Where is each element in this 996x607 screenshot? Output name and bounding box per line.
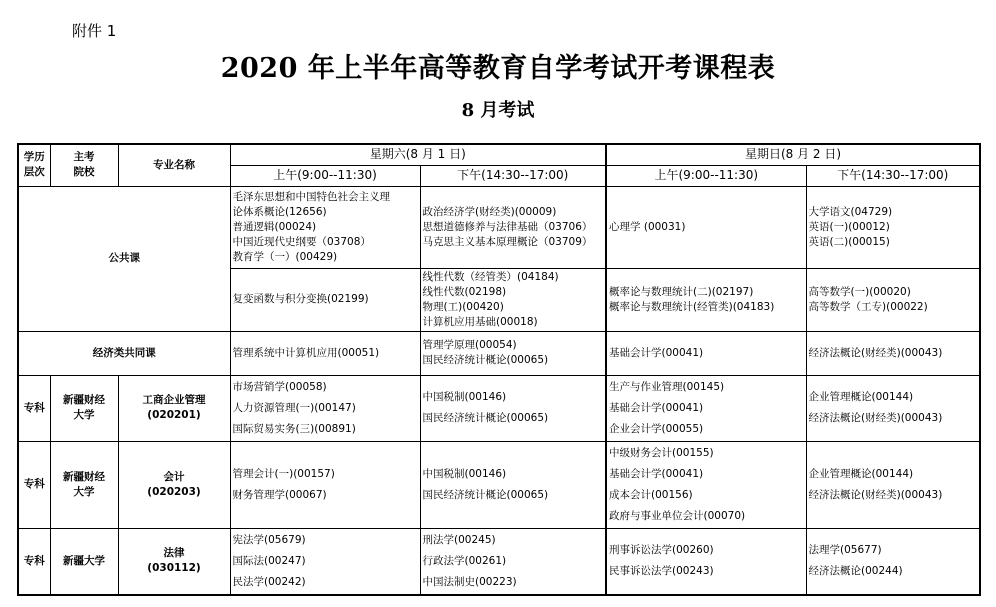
public-row-1	[18, 186, 980, 268]
econ-d1pm: 管理学原理(00054) 国民经济统计概论(00065)	[420, 331, 606, 375]
econ-row	[18, 331, 980, 375]
major-d1am: 管理会计(一)(00157) 财务管理学(00067)	[230, 441, 420, 528]
public-r2-d2pm: 高等数学(一)(00020) 高等数学（工专)(00022)	[806, 268, 980, 331]
major-cell: 法律 (030112)	[118, 528, 230, 595]
major-d1am: 市场营销学(00058) 人力资源管理(一)(00147) 国际贸易实务(三)(00891)	[230, 375, 420, 441]
econ-d2am: 基础会计学(00041)	[606, 331, 806, 375]
header-school: 主考 院校	[50, 144, 118, 186]
public-r1-d1pm: 政治经济学(财经类)(00009) 思想道德修养与法律基础（03706） 马克思主义基本原理概论（03709）	[420, 186, 606, 268]
school-cell: 新疆大学	[50, 528, 118, 595]
major-row	[18, 441, 980, 528]
major-d2pm: 企业管理概论(00144) 经济法概论(财经类)(00043)	[806, 441, 980, 528]
page-title: 2020 年上半年高等教育自学考试开考课程表	[220, 53, 776, 84]
major-d2am: 刑事诉讼法学(00260) 民事诉讼法学(00243)	[606, 528, 806, 595]
header-day2-pm: 下午(14:30--17:00)	[806, 165, 980, 186]
public-r1-d2pm: 大学语文(04729) 英语(一)(00012) 英语(二)(00015)	[806, 186, 980, 268]
page-subtitle: 8 月考试	[461, 100, 535, 121]
major-d1am: 宪法学(05679) 国际法(00247) 民法学(00242)	[230, 528, 420, 595]
header-day2-am: 上午(9:00--11:30)	[606, 165, 806, 186]
school-cell: 新疆财经 大学	[50, 375, 118, 441]
header-day1-am: 上午(9:00--11:30)	[230, 165, 420, 186]
header-day2: 星期日(8 月 2 日)	[606, 144, 980, 165]
major-cell: 工商企业管理 (020201)	[118, 375, 230, 441]
attachment-label: 附件 1	[72, 22, 117, 40]
econ-d1am: 管理系统中计算机应用(00051)	[230, 331, 420, 375]
major-d2am: 中级财务会计(00155) 基础会计学(00041) 成本会计(00156) 政府与事业单位会计(00070)	[606, 441, 806, 528]
econ-label: 经济类共同课	[18, 331, 230, 375]
major-d1pm: 中国税制(00146) 国民经济统计概论(00065)	[420, 441, 606, 528]
public-r2-d1am: 复变函数与积分变换(02199)	[230, 268, 420, 331]
header-day1: 星期六(8 月 1 日)	[230, 144, 606, 165]
major-d2am: 生产与作业管理(00145) 基础会计学(00041) 企业会计学(00055)	[606, 375, 806, 441]
major-cell: 会计 (020203)	[118, 441, 230, 528]
major-d1pm: 刑法学(00245) 行政法学(00261) 中国法制史(00223)	[420, 528, 606, 595]
public-r1-d1am: 毛泽东思想和中国特色社会主义理 论体系概论(12656) 普通逻辑(00024) 中国近现代史纲要（03708） 教育学（一）(00429)	[230, 186, 420, 268]
header-major: 专业名称	[118, 144, 230, 186]
level-cell: 专科	[18, 375, 50, 441]
header-level: 学历 层次	[18, 144, 50, 186]
major-row	[18, 528, 980, 595]
major-d1pm: 中国税制(00146) 国民经济统计概论(00065)	[420, 375, 606, 441]
major-d2pm: 法理学(05677) 经济法概论(00244)	[806, 528, 980, 595]
level-cell: 专科	[18, 528, 50, 595]
public-r2-d2am: 概率论与数理统计(二)(02197) 概率论与数理统计(经管类)(04183)	[606, 268, 806, 331]
public-label: 公共课	[18, 186, 230, 331]
major-row	[18, 375, 980, 441]
public-r2-d1pm: 线性代数（经管类）(04184) 线性代数(02198) 物理(工)(00420) 计算机应用基础(00018)	[420, 268, 606, 331]
major-d2pm: 企业管理概论(00144) 经济法概论(财经类)(00043)	[806, 375, 980, 441]
schedule-table	[17, 143, 981, 596]
public-r1-d2am: 心理学 (00031)	[606, 186, 806, 268]
econ-d2pm: 经济法概论(财经类)(00043)	[806, 331, 980, 375]
level-cell: 专科	[18, 441, 50, 528]
school-cell: 新疆财经 大学	[50, 441, 118, 528]
header-day1-pm: 下午(14:30--17:00)	[420, 165, 606, 186]
header-row-1	[18, 144, 980, 165]
